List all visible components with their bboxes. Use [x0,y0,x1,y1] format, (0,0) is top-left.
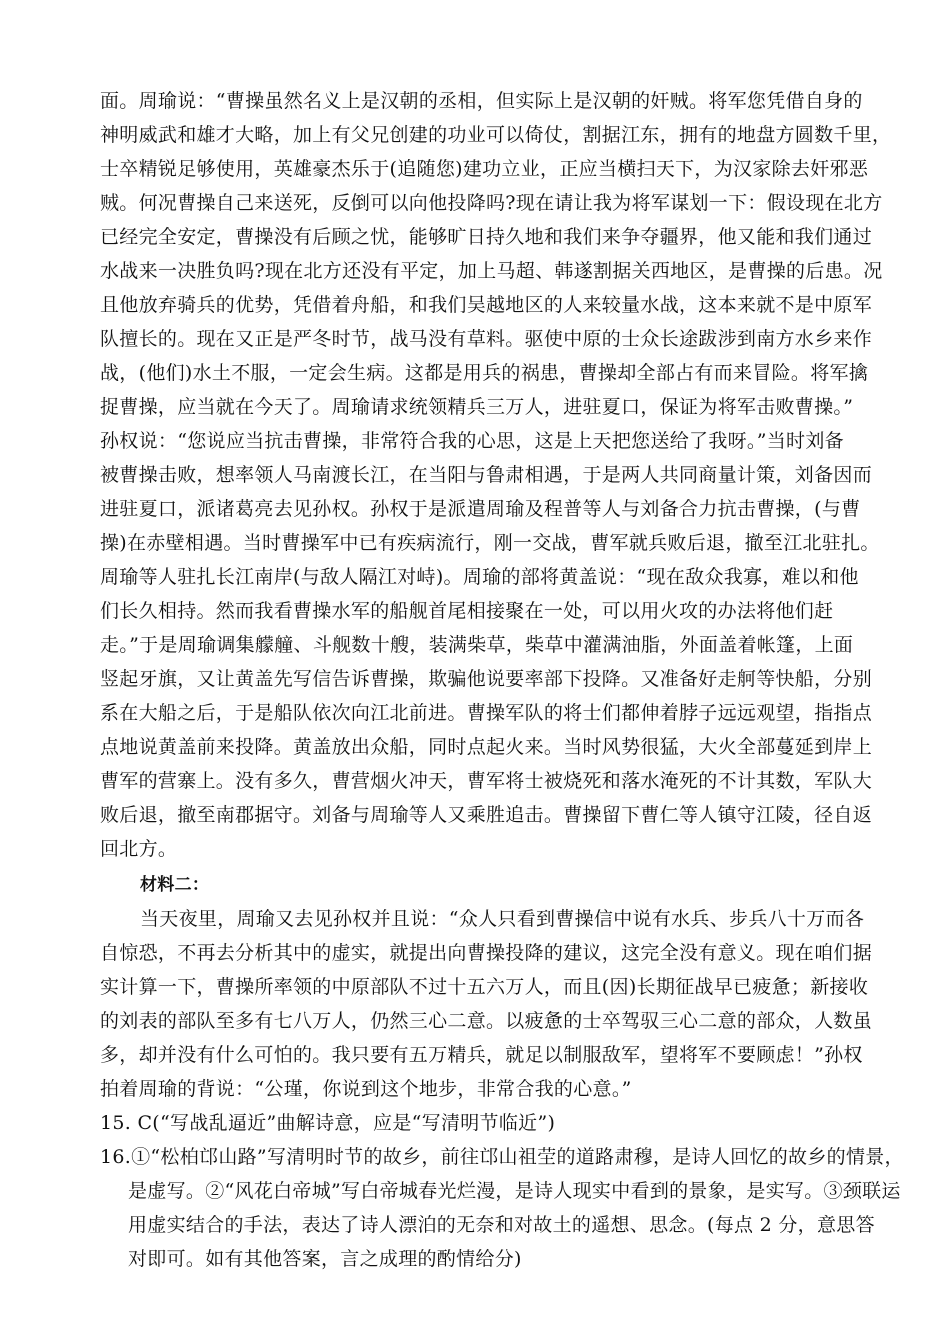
text-line: 的刘表的部队至多有七八万人，仍然三心二意。以疲惫的士卒驾驭三心二意的部众，人数虽 [100,1010,873,1032]
text-line: 实计算一下，曹操所率领的中原部队不过十五六万人，而且(因)长期征战早已疲惫；新接收 [100,976,869,998]
text-line: 多，却并没有什么可怕的。我只要有五万精兵，就足以制服敌军，望将军不要顾虑！”孙权 [100,1044,863,1066]
text-line: 面。周瑜说：“曹操虽然名义上是汉朝的丞相，但实际上是汉朝的奸贼。将军您凭借自身的 [100,90,863,112]
material-two-heading: 材料二： [140,875,210,895]
text-line: 自惊恐，不再去分析其中的虚实，就提出向曹操投降的建议，这完全没有意义。现在咱们据 [100,942,873,964]
answer-16-line: 用虚实结合的手法，表达了诗人漂泊的无奈和对故土的遥想、思念。(每点 2 分，意思答 [128,1214,875,1236]
text-line: 败后退，撤至南郡据守。刘备与周瑜等人又乘胜追击。曹操留下曹仁等人镇守江陵，径自返 [100,804,873,826]
text-line: 进驻夏口，派诸葛亮去见孙权。孙权于是派遣周瑜及程普等人与刘备合力抗击曹操，(与曹 [100,498,861,520]
text-line: 曹军的营寨上。没有多久，曹营烟火冲天，曹军将士被烧死和落水淹死的不计其数，军队大 [100,770,873,792]
text-line: 走。”于是周瑜调集艨艟、斗舰数十艘，装满柴草，柴草中灌满油脂，外面盖着帐篷，上面 [100,634,854,656]
text-line: 战，(他们)水土不服，一定会生病。这都是用兵的祸患，曹操却全部占有而来冒险。将军擒 [100,362,869,384]
text-line: 竖起牙旗，又让黄盖先写信告诉曹操，欺骗他说要率部下投降。又准备好走舸等快船，分别 [100,668,873,690]
text-line: 捉曹操，应当就在今天了。周瑜请求统领精兵三万人，进驻夏口，保证为将军击败曹操。” [100,396,854,418]
text-line: 拍着周瑜的背说：“公瑾，你说到这个地步，非常合我的心意。” [100,1078,632,1100]
text-line: 贼。何况曹操自己来送死，反倒可以向他投降吗?现在请让我为将军谋划一下：假设现在北方 [100,192,883,214]
text-line: 回北方。 [100,838,178,860]
text-line: 已经完全安定，曹操没有后顾之忧，能够旷日持久地和我们来争夺疆界，他又能和我们通过 [100,226,873,248]
text-line: 士卒精锐足够使用，英雄豪杰乐于(追随您)建功立业，正应当横扫天下，为汉家除去奸邪恶 [100,158,869,180]
answer-16-line: 16.①“松柏邙山路”写清明时节的故乡，前往邙山祖茔的道路肃穆，是诗人回忆的故乡的情景， [100,1146,904,1168]
text-line: 神明威武和雄才大略，加上有父兄创建的功业可以倚仗，割据江东，拥有的地盘方圆数千里， [100,124,892,146]
answer-16-line: 是虚写。②“风花白帝城”写白帝城春光烂漫，是诗人现实中看到的景象，是实写。③颈联运 [128,1180,901,1202]
text-line: 操)在赤壁相遇。当时曹操军中已有疾病流行，刚一交战，曹军就兵败后退，撤至江北驻扎。 [100,532,880,554]
text-line: 周瑜等人驻扎长江南岸(与敌人隔江对峙)。周瑜的部将黄盖说：“现在敌众我寡，难以和他 [100,566,859,588]
text-line: 点地说黄盖前来投降。黄盖放出众船，同时点起火来。当时风势很猛，大火全部蔓延到岸上 [100,736,873,758]
text-line: 且他放弃骑兵的优势，凭借着舟船，和我们吴越地区的人来较量水战，这本来就不是中原军 [100,294,873,316]
answer-16-line: 对即可。如有其他答案，言之成理的酌情给分) [128,1248,522,1270]
text-line: 水战来一决胜负吗?现在北方还没有平定，加上马超、韩遂割据关西地区，是曹操的后患。况 [100,260,883,282]
text-line: 被曹操击败，想率领人马南渡长江，在当阳与鲁肃相遇，于是两人共同商量计策，刘备因而 [100,464,873,486]
answer-15: 15. C(“写战乱逼近”曲解诗意，应是“写清明节临近”) [100,1112,556,1134]
text-line: 系在大船之后，于是船队依次向江北前进。曹操军队的将士们都伸着脖子远远观望，指指点 [100,702,873,724]
text-line: 当天夜里，周瑜又去见孙权并且说：“众人只看到曹操信中说有水兵、步兵八十万而各 [140,908,865,930]
text-line: 队擅长的。现在又正是严冬时节，战马没有草料。驱使中原的士众长途跋涉到南方水乡来作 [100,328,873,350]
text-line: 孙权说：“您说应当抗击曹操，非常符合我的心思，这是上天把您送给了我呀。”当时刘备 [100,430,844,452]
text-line: 们长久相持。然而我看曹操水军的船舰首尾相接聚在一处，可以用火攻的办法将他们赶 [100,600,834,622]
